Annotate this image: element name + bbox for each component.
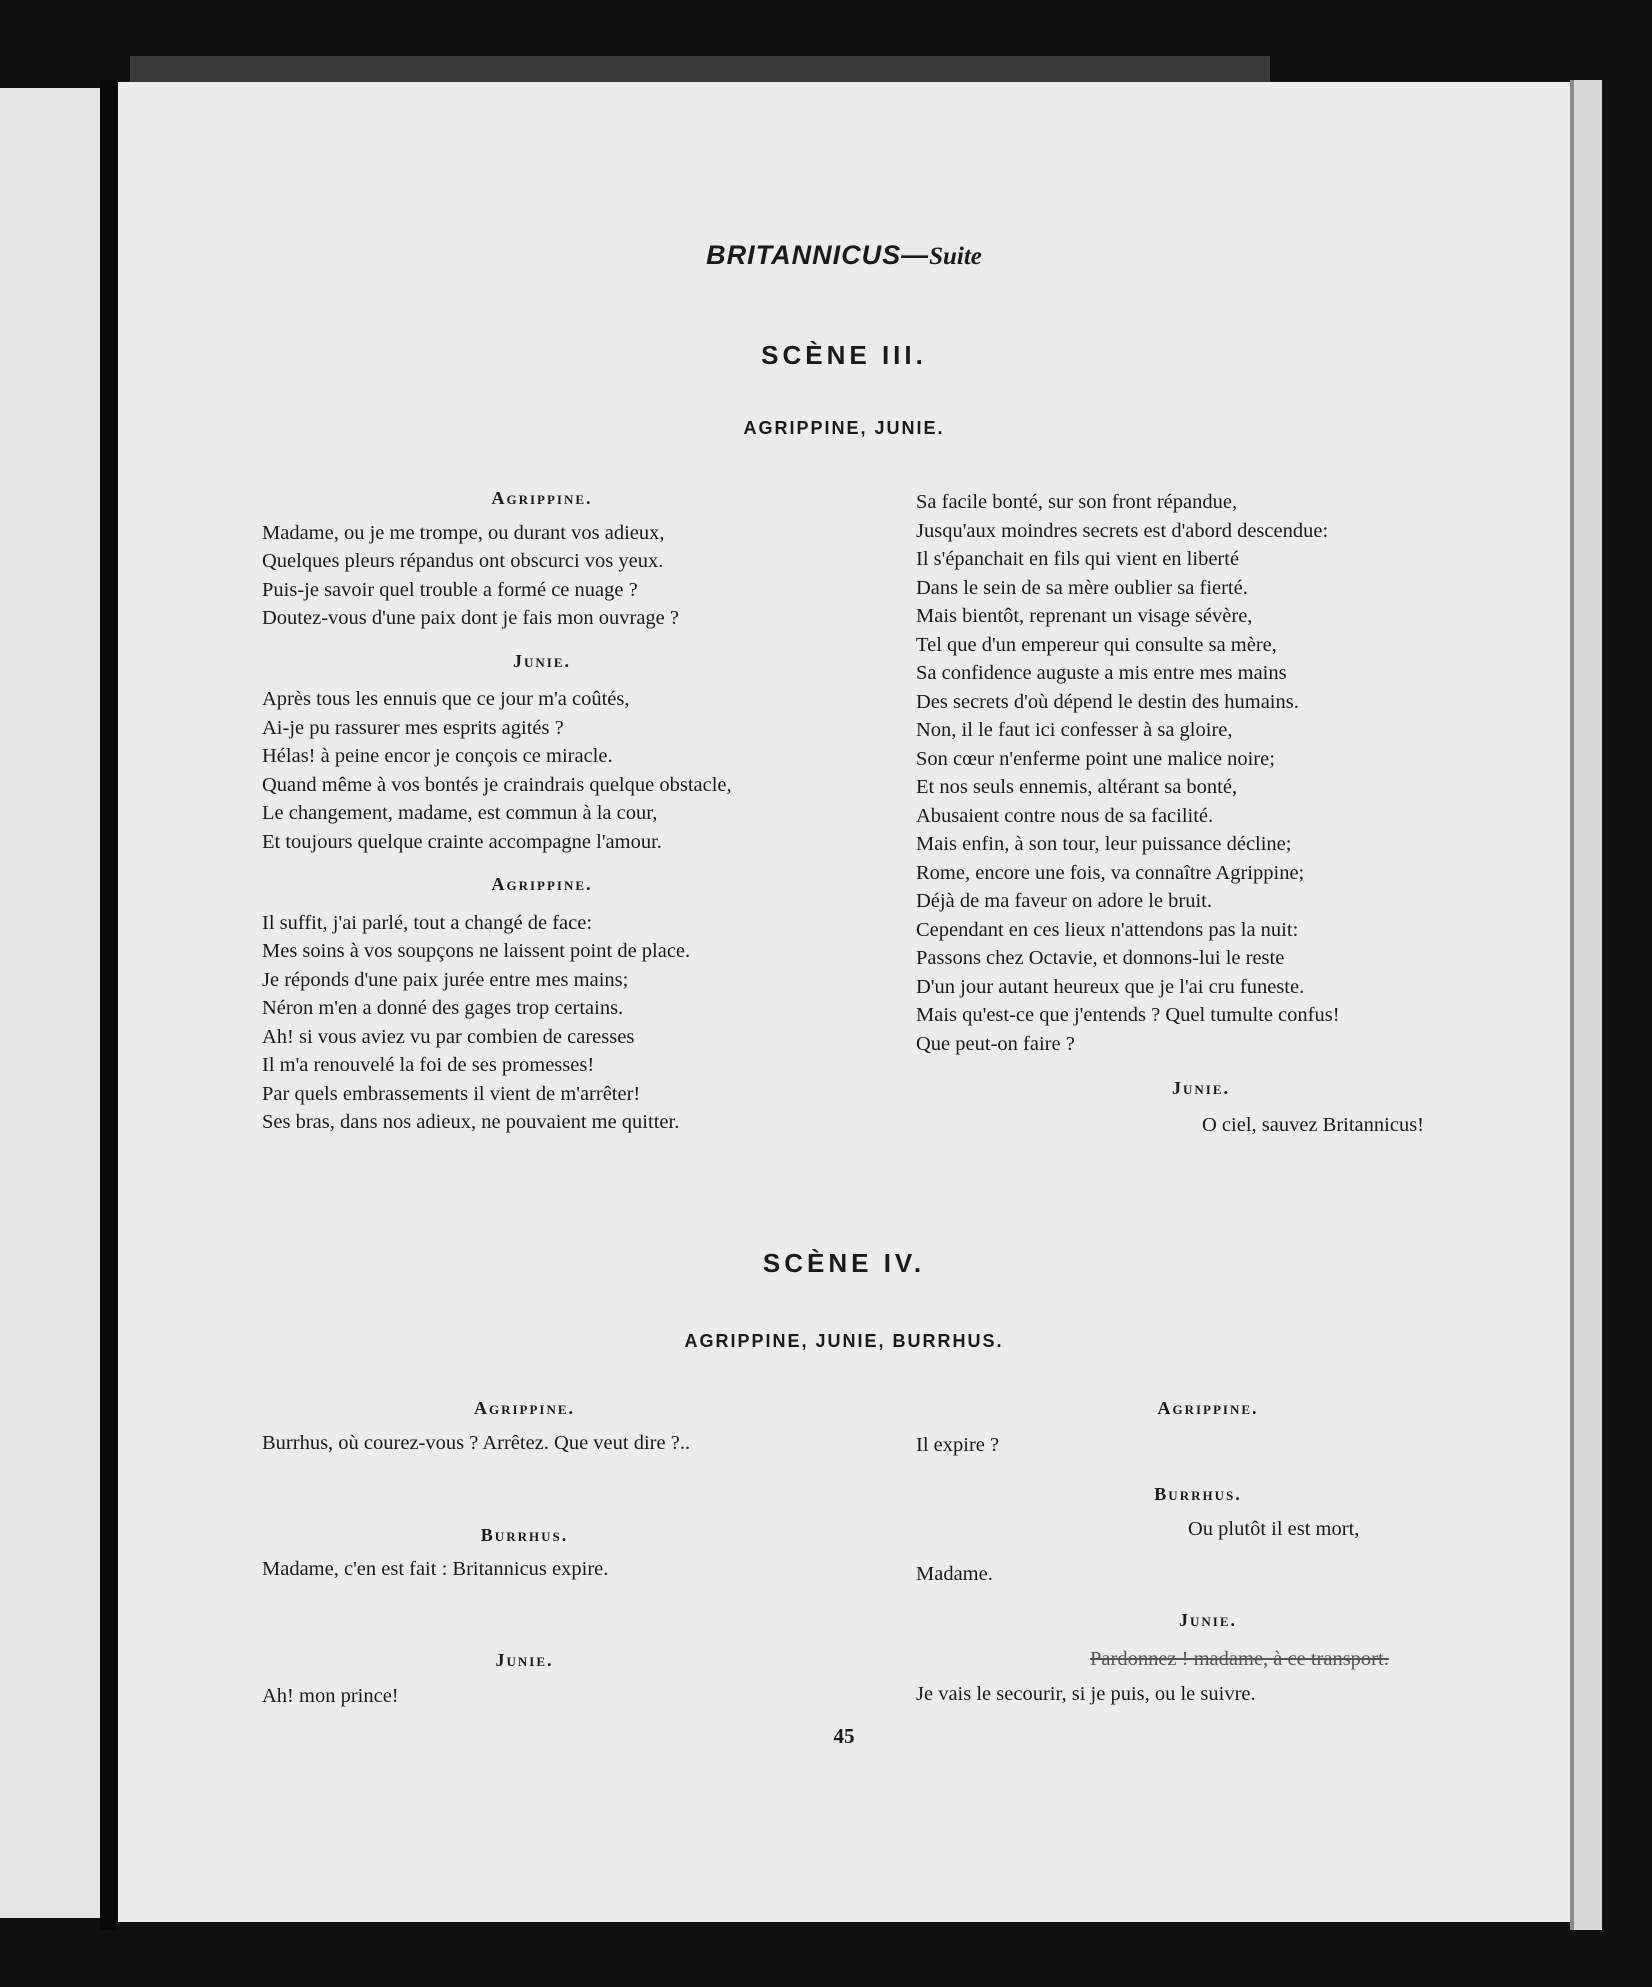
verse-line: Hélas! à peine encor je conçois ce miracle. bbox=[262, 745, 613, 767]
verse-line: Après tous les ennuis que ce jour m'a coûtés, bbox=[262, 688, 630, 710]
scene-4-characters: AGRIPPINE, JUNIE, BURRHUS. bbox=[684, 1331, 1004, 1351]
verse-line: D'un jour autant heureux que je l'ai cru funeste. bbox=[916, 975, 1305, 998]
verse-line: Doutez-vous d'une paix dont je fais mon ouvrage ? bbox=[262, 607, 679, 629]
page-right-edge bbox=[1570, 80, 1602, 1930]
verse-line: Il m'a renouvelé la foi de ses promesses! bbox=[262, 1054, 595, 1076]
verse-line: Ah! mon prince! bbox=[262, 1685, 399, 1707]
book-page bbox=[118, 82, 1570, 1922]
speaker-label: Agrippine. bbox=[1157, 1398, 1259, 1418]
verse-line: Quelques pleurs répandus ont obscurci vos yeux. bbox=[262, 550, 664, 572]
verse-line: Par quels embrassements il vient de m'arrêter! bbox=[262, 1082, 641, 1105]
verse-line: Passons chez Octavie, et donnons-lui le reste bbox=[916, 947, 1285, 969]
verse-line: Ou plutôt il est mort, bbox=[1188, 1518, 1360, 1540]
verse-line: Pardonnez ! madame, à ce transport. bbox=[1090, 1648, 1389, 1670]
speaker-label: Junie. bbox=[1172, 1078, 1231, 1098]
page-number: 45 bbox=[833, 1724, 855, 1748]
verse-line: Mes soins à vos soupçons ne laissent point de place. bbox=[262, 940, 691, 962]
verse-line: Il s'épanchait en fils qui vient en liberté bbox=[916, 548, 1240, 570]
verse-line: Il suffit, j'ai parlé, tout a changé de face: bbox=[262, 911, 593, 934]
verse-line: Non, il le faut ici confesser à sa gloire, bbox=[916, 719, 1233, 741]
verse-line: Ah! si vous aviez vu par combien de caresses bbox=[262, 1025, 635, 1048]
scene-3-left-column bbox=[262, 484, 822, 1137]
verse-line: Burrhus, où courez-vous ? Arrêtez. Que veut dire ?.. bbox=[262, 1432, 691, 1454]
speaker-label: Junie. bbox=[495, 1650, 554, 1670]
speaker-label: Agrippine. bbox=[473, 1398, 576, 1418]
verse-line: Puis-je savoir quel trouble a formé ce nuage ? bbox=[262, 578, 638, 601]
verse-line: Ai-je pu rassurer mes esprits agités ? bbox=[262, 716, 564, 739]
verse-line: Son cœur n'enferme point une malice noire; bbox=[916, 747, 1275, 770]
speaker-label: Burrhus. bbox=[1154, 1484, 1242, 1504]
scene-3-right-column bbox=[916, 488, 1516, 1139]
speaker-label: Burrhus. bbox=[480, 1525, 569, 1545]
scene-4-title: SCÈNE IV. bbox=[762, 1248, 926, 1278]
verse-line: Et nos seuls ennemis, altérant sa bonté, bbox=[916, 776, 1238, 798]
verse-line: Déjà de ma faveur on adore le bruit. bbox=[916, 890, 1212, 912]
verse-line: Et toujours quelque crainte accompagne l'amour. bbox=[262, 830, 662, 853]
verse-line: Rome, encore une fois, va connaître Agrippine; bbox=[916, 861, 1305, 884]
verse-line: Sa facile bonté, sur son front répandue, bbox=[916, 491, 1238, 513]
speaker-label: Agrippine. bbox=[491, 874, 593, 894]
speaker-label: Agrippine. bbox=[491, 488, 593, 508]
verse-line: Cependant en ces lieux n'attendons pas la nuit: bbox=[916, 918, 1299, 941]
verse-line: Néron m'en a donné des gages trop certains. bbox=[262, 997, 624, 1019]
verse-line: Ses bras, dans nos adieux, ne pouvaient me quitter. bbox=[262, 1111, 680, 1133]
running-head-suffix: Suite bbox=[929, 243, 982, 270]
scene-3-title: SCÈNE III. bbox=[761, 340, 927, 370]
verse-line: Des secrets d'où dépend le destin des humains. bbox=[916, 690, 1299, 713]
verse-line: Sa confidence auguste a mis entre mes mains bbox=[916, 662, 1287, 684]
verse-line: Jusqu'aux moindres secrets est d'abord descendue: bbox=[916, 519, 1329, 542]
verse-line: Quand même à vos bontés je craindrais quelque obstacle, bbox=[262, 773, 732, 796]
verse-line: Mais qu'est-ce que j'entends ? Quel tumulte confus! bbox=[916, 1004, 1340, 1026]
verse-line: Je vais le secourir, si je puis, ou le suivre. bbox=[916, 1683, 1256, 1705]
verse-line: O ciel, sauvez Britannicus! bbox=[1202, 1113, 1425, 1136]
facing-page-edge bbox=[0, 88, 100, 1918]
verse-line: Il expire ? bbox=[916, 1434, 1000, 1456]
verse-line: Madame, ou je me trompe, ou durant vos adieux, bbox=[262, 521, 665, 544]
verse-line: Le changement, madame, est commun à la cour, bbox=[262, 802, 658, 824]
verse-line: Mais bientôt, reprenant un visage sévère, bbox=[916, 605, 1253, 627]
speaker-label: Junie. bbox=[1178, 1610, 1237, 1630]
verse-line: Que peut-on faire ? bbox=[916, 1032, 1075, 1055]
speaker-label: Junie. bbox=[512, 650, 571, 671]
verse-line: Abusaient contre nous de sa facilité. bbox=[916, 804, 1214, 827]
verse-line: Tel que d'un empereur qui consulte sa mère, bbox=[916, 633, 1277, 656]
verse-line: Madame, c'en est fait : Britannicus expire. bbox=[262, 1558, 609, 1580]
running-head-title: BRITANNICUS— bbox=[706, 240, 930, 270]
verse-line: Madame. bbox=[916, 1563, 993, 1585]
running-head bbox=[118, 240, 1570, 271]
scene-3-characters: AGRIPPINE, JUNIE. bbox=[743, 418, 945, 438]
page-gutter bbox=[100, 80, 118, 1930]
verse-line: Je réponds d'une paix jurée entre mes mains; bbox=[262, 968, 629, 991]
verse-line: Mais enfin, à son tour, leur puissance décline; bbox=[916, 833, 1292, 855]
verse-line: Dans le sein de sa mère oublier sa fierté. bbox=[916, 576, 1248, 599]
